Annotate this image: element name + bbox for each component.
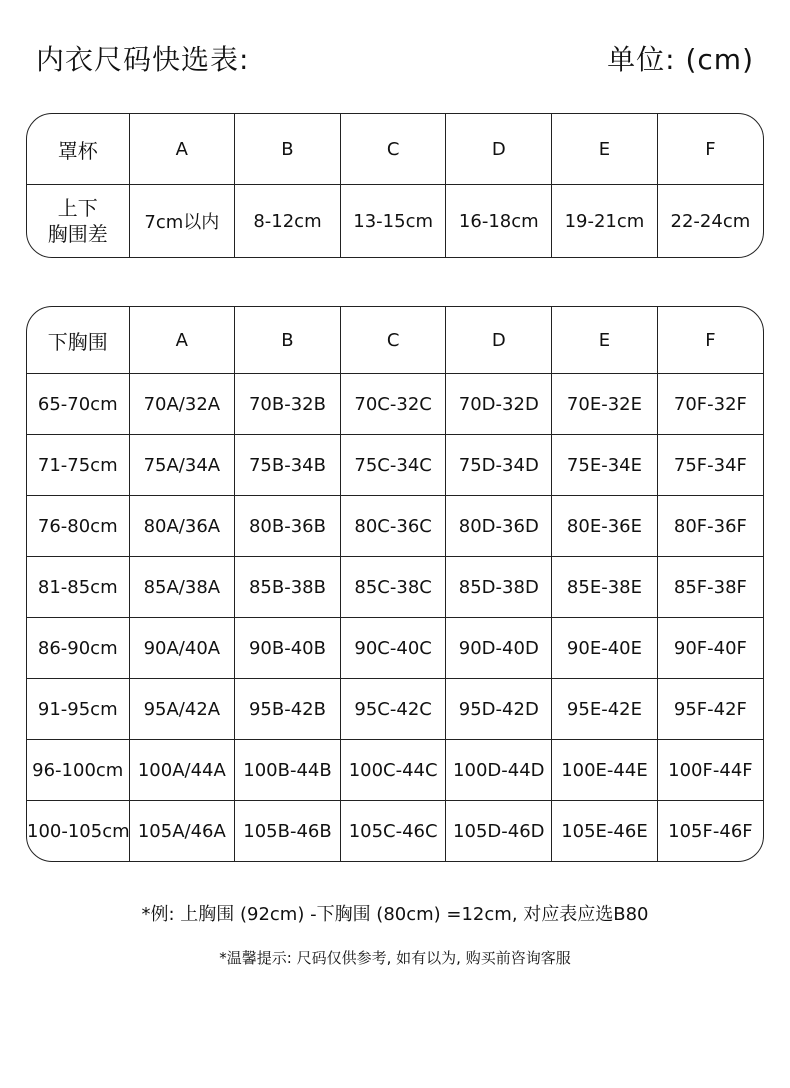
size-cell: 70D-32D — [446, 374, 552, 435]
cup-header: F — [657, 307, 763, 374]
size-row — [27, 618, 763, 679]
size-cell: 70F-32F — [657, 374, 763, 435]
bust-difference-value: 19-21cm — [552, 185, 658, 258]
size-cell: 70A/32A — [129, 374, 235, 435]
size-cell: 75D-34D — [446, 435, 552, 496]
size-cell: 100D-44D — [446, 740, 552, 801]
cup-header: E — [552, 114, 658, 185]
size-cell: 85C-38C — [340, 557, 446, 618]
size-cell: 85D-38D — [446, 557, 552, 618]
underbust-range: 96-100cm — [27, 740, 129, 801]
cup-header: A — [129, 307, 235, 374]
cup-header: B — [235, 307, 341, 374]
size-cell: 75F-34F — [657, 435, 763, 496]
bust-difference-value: 13-15cm — [340, 185, 446, 258]
underbust-range: 65-70cm — [27, 374, 129, 435]
size-row — [27, 679, 763, 740]
size-header-row — [27, 307, 763, 374]
cup-difference-table — [26, 113, 764, 258]
size-cell: 70B-32B — [235, 374, 341, 435]
size-cell: 70C-32C — [340, 374, 446, 435]
size-cell: 75C-34C — [340, 435, 446, 496]
cup-header-row — [27, 114, 763, 185]
size-cell: 80A/36A — [129, 496, 235, 557]
bust-difference-value: 8-12cm — [235, 185, 341, 258]
size-cell: 100C-44C — [340, 740, 446, 801]
size-cell: 95E-42E — [552, 679, 658, 740]
underbust-range: 76-80cm — [27, 496, 129, 557]
size-cell: 105D-46D — [446, 801, 552, 862]
size-cell: 85F-38F — [657, 557, 763, 618]
size-cell: 90C-40C — [340, 618, 446, 679]
size-row — [27, 801, 763, 862]
size-cell: 90E-40E — [552, 618, 658, 679]
size-cell: 90A/40A — [129, 618, 235, 679]
size-cell: 75E-34E — [552, 435, 658, 496]
cup-header: B — [235, 114, 341, 185]
size-row — [27, 740, 763, 801]
page-title: 内衣尺码快选表: — [36, 43, 250, 76]
size-row — [27, 557, 763, 618]
size-cell: 80F-36F — [657, 496, 763, 557]
cup-header: C — [340, 114, 446, 185]
underbust-range: 71-75cm — [27, 435, 129, 496]
size-cell: 80E-36E — [552, 496, 658, 557]
size-cell: 105E-46E — [552, 801, 658, 862]
cup-corner-label: 罩杯 — [27, 114, 129, 185]
size-cell: 95A/42A — [129, 679, 235, 740]
size-row — [27, 496, 763, 557]
size-cell: 70E-32E — [552, 374, 658, 435]
bust-difference-row — [27, 185, 763, 258]
size-cell: 85E-38E — [552, 557, 658, 618]
underbust-corner-label: 下胸围 — [27, 307, 129, 374]
size-cell: 100B-44B — [235, 740, 341, 801]
underbust-range: 100-105cm — [27, 801, 129, 862]
size-cell: 75A/34A — [129, 435, 235, 496]
bust-difference-label-text: 上下 胸围差 — [47, 196, 108, 246]
underbust-range: 81-85cm — [27, 557, 129, 618]
page-header — [36, 38, 754, 88]
underbust-range: 86-90cm — [27, 618, 129, 679]
size-cell: 80B-36B — [235, 496, 341, 557]
cup-header: C — [340, 307, 446, 374]
unit-label: 单位: (cm) — [607, 43, 754, 76]
size-cell: 75B-34B — [235, 435, 341, 496]
underbust-range: 91-95cm — [27, 679, 129, 740]
size-cell: 100E-44E — [552, 740, 658, 801]
size-cell: 100F-44F — [657, 740, 763, 801]
bust-difference-value: 16-18cm — [446, 185, 552, 258]
size-cell: 95B-42B — [235, 679, 341, 740]
size-row — [27, 435, 763, 496]
cup-header: A — [129, 114, 235, 185]
tip-note: *温馨提示: 尺码仅供参考, 如有以为, 购买前咨询客服 — [219, 949, 571, 967]
example-note: *例: 上胸围 (92cm) -下胸围 (80cm) =12cm, 对应表应选B80 — [141, 904, 649, 925]
cup-header: D — [446, 307, 552, 374]
size-cell: 105A/46A — [129, 801, 235, 862]
size-cell: 80C-36C — [340, 496, 446, 557]
bust-difference-value: 7cm以内 — [129, 185, 235, 258]
size-cell: 100A/44A — [129, 740, 235, 801]
size-cell: 85A/38A — [129, 557, 235, 618]
size-cell: 85B-38B — [235, 557, 341, 618]
size-row — [27, 374, 763, 435]
size-chart-table — [26, 306, 764, 862]
size-cell: 105C-46C — [340, 801, 446, 862]
size-cell: 90B-40B — [235, 618, 341, 679]
bust-difference-label — [27, 185, 129, 258]
bust-difference-value: 22-24cm — [670, 210, 751, 232]
size-cell: 95D-42D — [446, 679, 552, 740]
cup-header: F — [657, 114, 763, 185]
cup-header: E — [552, 307, 658, 374]
size-cell: 80D-36D — [446, 496, 552, 557]
size-cell: 105B-46B — [235, 801, 341, 862]
size-cell: 90D-40D — [446, 618, 552, 679]
size-cell: 90F-40F — [657, 618, 763, 679]
size-cell: 105F-46F — [668, 820, 753, 842]
size-cell: 95C-42C — [340, 679, 446, 740]
size-cell: 95F-42F — [657, 679, 763, 740]
cup-header: D — [446, 114, 552, 185]
